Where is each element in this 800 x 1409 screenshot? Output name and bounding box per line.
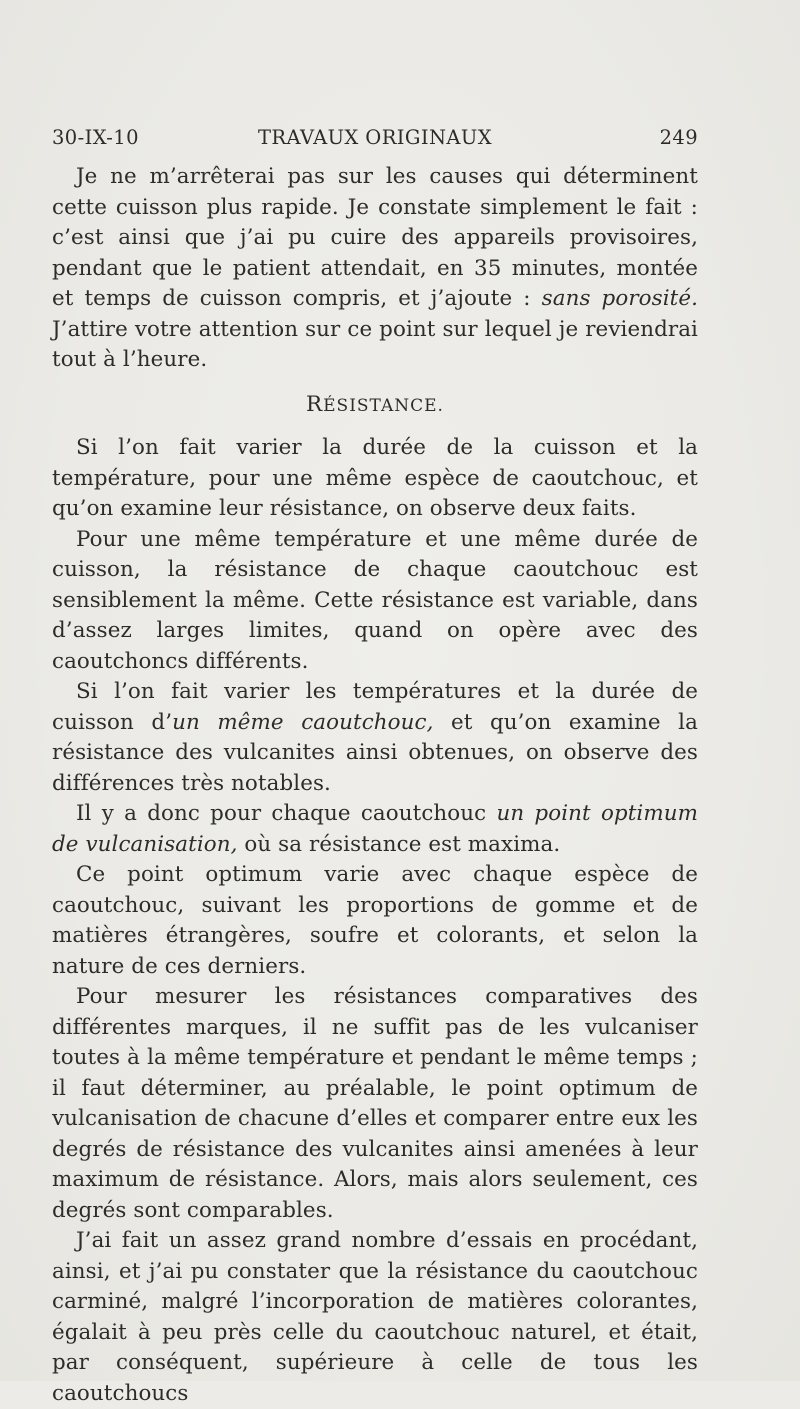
- section-heading-resistance: [52, 390, 698, 422]
- paragraph-4-emphasis: un même caoutchouc,: [172, 709, 434, 735]
- body-text: [52, 162, 698, 1409]
- paragraph-7: Pour mesurer les résistances comparatives des différentes marques, il ne suffit pas de les vulcaniser toutes à la même température et pendant le même temps ; il faut déterminer, au préalable, le point optimum de vulcanisation de chacune d’elles et comparer entre eux les degrés de résistance des vulcanites ainsi amenées à leur maximum de résistance. Alors, mais alors seulement, ces degrés sont comparables.: [52, 984, 698, 1223]
- paragraph-4-text-b: et qu’on examine la résistance des vulcanites ainsi obtenues, on observe des différences très notables.: [52, 709, 698, 796]
- paragraph-2: Si l’on fait varier la durée de la cuisson et la température, pour une même espèce de caoutchouc, et qu’on examine leur résistance, on observe deux faits.: [52, 435, 698, 521]
- paragraph-5-text-b: où sa résistance est maxima.: [237, 831, 561, 857]
- paragraph-5-text-a: Il y a donc pour chaque caoutchouc: [76, 801, 497, 826]
- page-number: 249: [659, 126, 698, 149]
- paragraph-6: Ce point optimum varie avec chaque espèce de caoutchouc, suivant les proportions de gomme et de matières étrangères, soufre et colorants, et selon la nature de ces derniers.: [52, 862, 698, 979]
- header-date: 30-IX-10: [52, 126, 139, 149]
- heading-rest: ÉSISTANCE.: [323, 395, 444, 416]
- paragraph-8: J’ai fait un assez grand nombre d’essais en procédant, ainsi, et j’ai pu constater que la résistance du caoutchouc carminé, malgré l’incorporation de matières colorantes, égalait à peu près celle du caoutchouc naturel, et était, par conséquent, supérieure à celle de tous les caoutchoucs: [52, 1228, 698, 1406]
- paragraph-4-text-a: Si l’on fait varier les températures et la durée de cuisson d’: [52, 679, 698, 735]
- paragraph-5: [52, 799, 698, 860]
- heading-initial: R: [306, 391, 324, 417]
- paragraph-1-text-a: Je ne m’arrêterai pas sur les causes qui déterminent cette cuisson plus rapide. Je constate simplement le fait : c’est ainsi que j’ai pu cuire des appareils provisoires, pendant que le patient attendait, en 35 minutes, montée et temps de cuisson compris, et j’ajoute :: [52, 164, 698, 311]
- paragraph-1-emphasis: sans porosité.: [541, 286, 699, 311]
- paragraph-4: [52, 677, 698, 799]
- running-header: [52, 126, 698, 160]
- paragraph-1: [52, 162, 698, 376]
- paragraph-3: Pour une même température et une même durée de cuisson, la résistance de chaque caoutchouc est sensiblement la même. Cette résistance est variable, dans d’assez larges limites, quand on opère avec des caoutchoncs différents.: [52, 526, 698, 674]
- paragraph-1-text-b: J’attire votre attention sur ce point sur lequel je reviendrai tout à l’heure.: [52, 316, 698, 372]
- header-section-title: TRAVAUX ORIGINAUX: [257, 126, 493, 149]
- paragraph-5-emphasis: un point optimum de vulcanisation,: [52, 801, 699, 857]
